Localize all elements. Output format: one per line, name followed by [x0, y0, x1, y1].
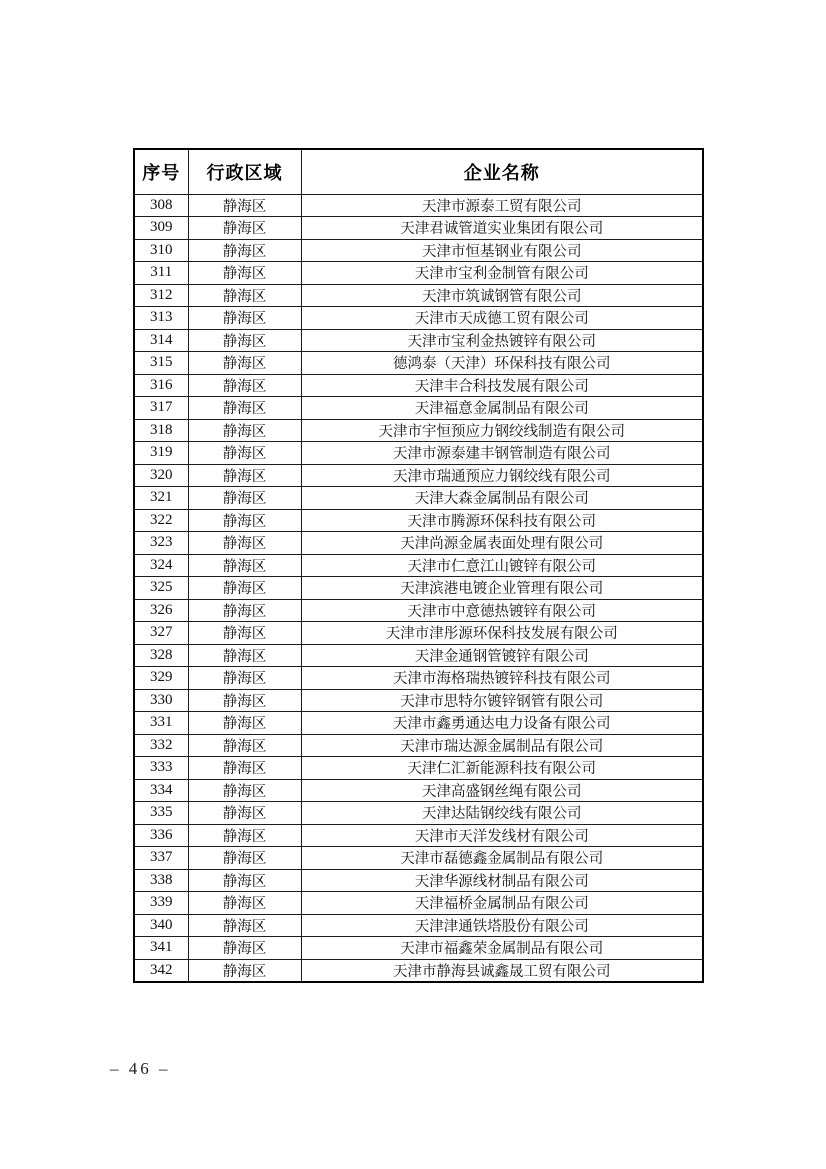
table-row [134, 307, 703, 330]
cell-region: 静海区 [188, 554, 301, 577]
cell-region: 静海区 [188, 329, 301, 352]
cell-serial-number: 314 [134, 329, 188, 352]
cell-serial-number: 333 [134, 757, 188, 780]
cell-region: 静海区 [188, 824, 301, 847]
header-cell-company-name: 企业名称 [301, 149, 703, 194]
cell-region: 静海区 [188, 757, 301, 780]
cell-region: 静海区 [188, 532, 301, 555]
cell-region: 静海区 [188, 937, 301, 960]
cell-serial-number: 341 [134, 937, 188, 960]
table-row [134, 644, 703, 667]
table-row [134, 397, 703, 420]
cell-company-name: 天津仁汇新能源科技有限公司 [301, 757, 703, 780]
table-row [134, 622, 703, 645]
table-row [134, 937, 703, 960]
table-row [134, 374, 703, 397]
cell-company-name: 天津金通钢管镀锌有限公司 [301, 644, 703, 667]
table-row [134, 667, 703, 690]
cell-serial-number: 338 [134, 869, 188, 892]
cell-serial-number: 308 [134, 194, 188, 217]
cell-company-name: 天津市瑞达源金属制品有限公司 [301, 734, 703, 757]
cell-company-name: 天津市福鑫荣金属制品有限公司 [301, 937, 703, 960]
cell-serial-number: 330 [134, 689, 188, 712]
cell-company-name: 天津市恒基钢业有限公司 [301, 239, 703, 262]
page-number: – 46 – [110, 1059, 171, 1078]
table-row [134, 532, 703, 555]
table-row [134, 577, 703, 600]
enterprise-table [133, 148, 704, 983]
cell-serial-number: 315 [134, 352, 188, 375]
cell-region: 静海区 [188, 577, 301, 600]
table-row [134, 892, 703, 915]
cell-region: 静海区 [188, 914, 301, 937]
header-cell-region: 行政区域 [188, 149, 301, 194]
cell-serial-number: 316 [134, 374, 188, 397]
table-row [134, 802, 703, 825]
cell-company-name: 天津尚源金属表面处理有限公司 [301, 532, 703, 555]
cell-serial-number: 327 [134, 622, 188, 645]
cell-region: 静海区 [188, 374, 301, 397]
cell-serial-number: 332 [134, 734, 188, 757]
cell-region: 静海区 [188, 464, 301, 487]
cell-region: 静海区 [188, 667, 301, 690]
cell-company-name: 德鸿泰（天津）环保科技有限公司 [301, 352, 703, 375]
cell-serial-number: 337 [134, 847, 188, 870]
cell-company-name: 天津市宝利金制管有限公司 [301, 262, 703, 285]
cell-company-name: 天津丰合科技发展有限公司 [301, 374, 703, 397]
cell-region: 静海区 [188, 442, 301, 465]
cell-serial-number: 325 [134, 577, 188, 600]
cell-serial-number: 318 [134, 419, 188, 442]
cell-company-name: 天津津通铁塔股份有限公司 [301, 914, 703, 937]
cell-company-name: 天津市津彤源环保科技发展有限公司 [301, 622, 703, 645]
cell-serial-number: 326 [134, 599, 188, 622]
cell-region: 静海区 [188, 959, 301, 982]
cell-company-name: 天津华源线材制品有限公司 [301, 869, 703, 892]
table-row [134, 509, 703, 532]
table-row [134, 419, 703, 442]
cell-serial-number: 328 [134, 644, 188, 667]
table-row [134, 824, 703, 847]
cell-company-name: 天津市鑫勇通达电力设备有限公司 [301, 712, 703, 735]
cell-company-name: 天津市腾源环保科技有限公司 [301, 509, 703, 532]
cell-company-name: 天津君诚管道实业集团有限公司 [301, 217, 703, 240]
table-row [134, 914, 703, 937]
cell-company-name: 天津市筑诚钢管有限公司 [301, 284, 703, 307]
table-row [134, 352, 703, 375]
cell-serial-number: 336 [134, 824, 188, 847]
cell-region: 静海区 [188, 284, 301, 307]
cell-serial-number: 322 [134, 509, 188, 532]
table-row [134, 869, 703, 892]
table-row [134, 599, 703, 622]
cell-region: 静海区 [188, 734, 301, 757]
cell-region: 静海区 [188, 487, 301, 510]
cell-region: 静海区 [188, 307, 301, 330]
cell-region: 静海区 [188, 599, 301, 622]
cell-company-name: 天津市中意德热镀锌有限公司 [301, 599, 703, 622]
cell-serial-number: 317 [134, 397, 188, 420]
cell-serial-number: 313 [134, 307, 188, 330]
cell-company-name: 天津市瑞通预应力钢绞线有限公司 [301, 464, 703, 487]
cell-region: 静海区 [188, 262, 301, 285]
table-row [134, 757, 703, 780]
table-row [134, 194, 703, 217]
cell-region: 静海区 [188, 802, 301, 825]
cell-region: 静海区 [188, 689, 301, 712]
cell-company-name: 天津市海格瑞热镀锌科技有限公司 [301, 667, 703, 690]
cell-serial-number: 335 [134, 802, 188, 825]
table-header-row [134, 149, 703, 194]
table-row [134, 847, 703, 870]
table-row [134, 464, 703, 487]
cell-serial-number: 321 [134, 487, 188, 510]
cell-serial-number: 323 [134, 532, 188, 555]
cell-serial-number: 334 [134, 779, 188, 802]
table-row [134, 284, 703, 307]
table-row [134, 959, 703, 982]
cell-company-name: 天津市磊德鑫金属制品有限公司 [301, 847, 703, 870]
cell-company-name: 天津福桥金属制品有限公司 [301, 892, 703, 915]
cell-company-name: 天津大森金属制品有限公司 [301, 487, 703, 510]
cell-company-name: 天津市宇恒预应力钢绞线制造有限公司 [301, 419, 703, 442]
cell-company-name: 天津市天成德工贸有限公司 [301, 307, 703, 330]
table-row [134, 734, 703, 757]
table-row [134, 712, 703, 735]
cell-company-name: 天津滨港电镀企业管理有限公司 [301, 577, 703, 600]
cell-region: 静海区 [188, 644, 301, 667]
table-row [134, 217, 703, 240]
cell-region: 静海区 [188, 352, 301, 375]
cell-region: 静海区 [188, 397, 301, 420]
header-cell-serial-number: 序号 [134, 149, 188, 194]
cell-company-name: 天津高盛钢丝绳有限公司 [301, 779, 703, 802]
cell-company-name: 天津市静海县诚鑫晟工贸有限公司 [301, 959, 703, 982]
cell-serial-number: 310 [134, 239, 188, 262]
cell-company-name: 天津市仁意江山镀锌有限公司 [301, 554, 703, 577]
cell-region: 静海区 [188, 217, 301, 240]
cell-region: 静海区 [188, 847, 301, 870]
cell-region: 静海区 [188, 892, 301, 915]
cell-serial-number: 312 [134, 284, 188, 307]
cell-serial-number: 309 [134, 217, 188, 240]
table-body [134, 194, 703, 982]
cell-serial-number: 342 [134, 959, 188, 982]
cell-serial-number: 331 [134, 712, 188, 735]
cell-serial-number: 320 [134, 464, 188, 487]
cell-region: 静海区 [188, 419, 301, 442]
cell-region: 静海区 [188, 622, 301, 645]
cell-region: 静海区 [188, 779, 301, 802]
cell-company-name: 天津达陆钢绞线有限公司 [301, 802, 703, 825]
cell-region: 静海区 [188, 509, 301, 532]
cell-serial-number: 329 [134, 667, 188, 690]
cell-region: 静海区 [188, 239, 301, 262]
table-row [134, 262, 703, 285]
cell-company-name: 天津市思特尔镀锌钢管有限公司 [301, 689, 703, 712]
table-row [134, 554, 703, 577]
table-row [134, 239, 703, 262]
table-row [134, 689, 703, 712]
table-row [134, 442, 703, 465]
table-row [134, 329, 703, 352]
cell-company-name: 天津市源泰建丰钢管制造有限公司 [301, 442, 703, 465]
table-row [134, 779, 703, 802]
cell-company-name: 天津市源泰工贸有限公司 [301, 194, 703, 217]
cell-serial-number: 319 [134, 442, 188, 465]
cell-company-name: 天津市天洋发线材有限公司 [301, 824, 703, 847]
cell-serial-number: 311 [134, 262, 188, 285]
cell-company-name: 天津福意金属制品有限公司 [301, 397, 703, 420]
table-row [134, 487, 703, 510]
cell-serial-number: 324 [134, 554, 188, 577]
cell-company-name: 天津市宝利金热镀锌有限公司 [301, 329, 703, 352]
cell-serial-number: 339 [134, 892, 188, 915]
cell-region: 静海区 [188, 194, 301, 217]
cell-region: 静海区 [188, 869, 301, 892]
cell-region: 静海区 [188, 712, 301, 735]
cell-serial-number: 340 [134, 914, 188, 937]
